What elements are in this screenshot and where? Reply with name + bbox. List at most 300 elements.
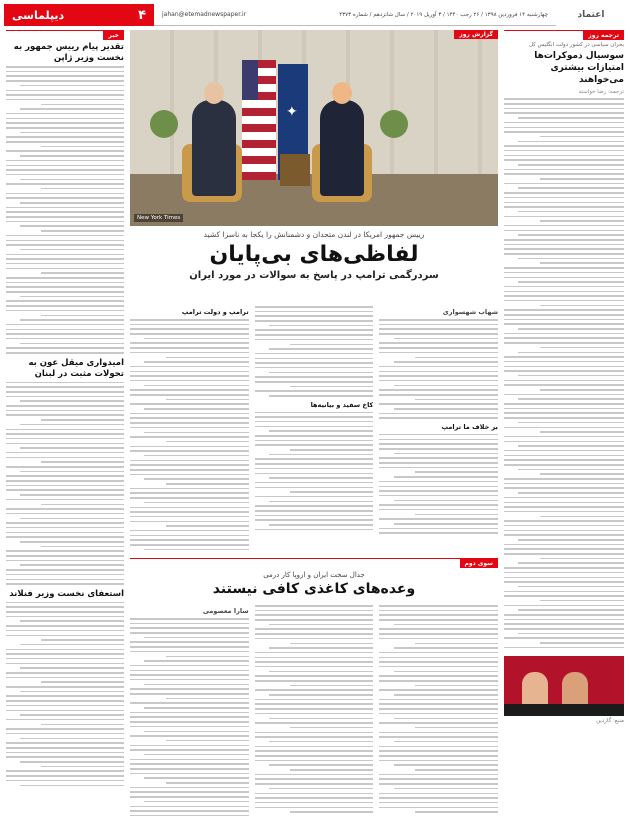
text-line — [504, 169, 624, 171]
text-line — [540, 473, 624, 475]
text-line — [130, 450, 249, 452]
text-line — [518, 586, 624, 588]
text-line — [379, 713, 498, 715]
text-line — [130, 333, 249, 335]
text-line — [255, 334, 374, 336]
text-line — [290, 449, 373, 451]
text-line — [130, 544, 249, 546]
text-line — [130, 488, 249, 490]
newspaper-logo — [556, 4, 626, 26]
text-line — [290, 344, 373, 346]
text-line — [130, 815, 249, 816]
second-body-col-2 — [255, 603, 374, 816]
text-line — [504, 216, 624, 218]
text-line — [379, 750, 498, 752]
text-line — [255, 713, 374, 715]
text-line — [504, 370, 624, 372]
text-line — [379, 481, 498, 483]
text-line — [255, 519, 374, 521]
text-line — [20, 714, 124, 716]
text-line — [379, 628, 498, 630]
text-line — [255, 797, 374, 799]
text-line — [504, 412, 624, 414]
text-line — [379, 518, 498, 520]
main-headline-block — [130, 230, 498, 281]
text-line — [6, 513, 124, 515]
text-line — [20, 132, 124, 134]
text-line — [379, 689, 498, 691]
text-line — [130, 721, 249, 723]
second-story-body — [130, 603, 498, 816]
text-line — [144, 549, 248, 551]
text-line — [504, 300, 624, 302]
text-line — [20, 738, 124, 740]
text-line — [6, 216, 124, 218]
text-line — [6, 414, 124, 416]
text-line — [255, 746, 374, 748]
right-body — [504, 98, 624, 648]
text-line — [6, 733, 124, 735]
main-byline: شهاب شهسواری — [442, 308, 498, 316]
text-line — [6, 677, 124, 679]
text-line — [255, 505, 374, 507]
text-line — [20, 225, 124, 227]
text-line — [518, 234, 624, 236]
text-line — [379, 722, 498, 724]
text-line — [379, 342, 498, 344]
text-line — [20, 179, 124, 181]
text-line — [255, 435, 374, 437]
text-line — [518, 375, 624, 377]
text-line — [394, 523, 498, 525]
text-line — [6, 752, 124, 754]
text-line — [130, 469, 249, 471]
right-photo — [504, 656, 624, 716]
right-photo-caption: منبع: گاردین — [596, 718, 624, 725]
text-line — [144, 731, 248, 733]
text-line — [415, 769, 498, 771]
text-line — [144, 801, 248, 803]
text-line — [20, 691, 124, 693]
text-line — [130, 389, 249, 391]
text-line — [255, 638, 374, 640]
text-line — [130, 380, 249, 382]
text-line — [269, 348, 373, 350]
text-line — [379, 605, 498, 607]
text-line — [255, 367, 374, 369]
text-line — [504, 506, 624, 508]
text-line — [41, 188, 124, 190]
text-line — [41, 315, 124, 317]
text-line — [518, 164, 624, 166]
text-line — [379, 736, 498, 738]
text-line — [540, 431, 624, 433]
text-line — [6, 536, 124, 538]
text-line — [504, 197, 624, 199]
text-line — [379, 328, 498, 330]
text-line — [166, 483, 249, 485]
main-subtitle: سردرگمی ترامپ در پاسخ به سوالات در مورد ایران — [189, 270, 439, 282]
text-line — [6, 550, 124, 552]
left-story-1 — [6, 42, 124, 354]
text-line — [6, 174, 124, 176]
text-line — [6, 489, 124, 491]
text-line — [255, 376, 374, 378]
text-line — [504, 150, 624, 152]
right-title: سوسیال دموکرات‌ها امتیازات بیشتری می‌خواهند — [534, 51, 624, 86]
text-line — [6, 141, 124, 143]
text-line — [379, 797, 498, 799]
left-story-1-title: تقدیر پیام رییس جمهور به نخست وزیر ژاپن — [13, 42, 124, 64]
plant-left — [150, 110, 178, 138]
text-line — [6, 183, 124, 185]
text-line — [269, 477, 373, 479]
text-line — [290, 769, 373, 771]
text-line — [379, 375, 498, 377]
second-title: وعده‌های کاغذی کافی نیستند — [212, 581, 416, 597]
text-line — [6, 555, 124, 557]
text-line — [504, 384, 624, 386]
text-line — [130, 324, 249, 326]
text-line — [255, 416, 374, 418]
text-line — [6, 508, 124, 510]
text-line — [379, 333, 498, 335]
text-line — [379, 703, 498, 705]
text-line — [41, 272, 124, 274]
text-line — [130, 759, 249, 761]
text-line — [379, 778, 498, 780]
text-line — [6, 635, 124, 637]
text-line — [290, 386, 373, 388]
text-line — [130, 352, 249, 354]
text-line — [518, 328, 624, 330]
text-line — [41, 724, 124, 726]
section-title: دیپلماسی — [12, 8, 65, 22]
text-line — [255, 529, 374, 531]
text-line — [415, 727, 498, 729]
text-line — [255, 778, 374, 780]
text-line — [518, 469, 624, 471]
text-line — [394, 788, 498, 790]
text-line — [504, 159, 624, 161]
left-story-2-title: امیدواری میقل عون به تحولات مثبت در لبنان — [28, 357, 124, 379]
text-line — [20, 471, 124, 473]
text-line — [379, 774, 498, 776]
text-line — [6, 756, 124, 758]
text-line — [6, 338, 124, 340]
text-line — [415, 685, 498, 687]
text-line — [130, 342, 249, 344]
text-line — [504, 577, 624, 579]
text-line — [130, 716, 249, 718]
text-line — [130, 773, 249, 775]
text-line — [130, 460, 249, 462]
text-line — [379, 746, 498, 748]
text-line — [518, 445, 624, 447]
text-line — [518, 398, 624, 400]
text-line — [379, 610, 498, 612]
text-line — [6, 443, 124, 445]
text-line — [379, 675, 498, 677]
text-line — [6, 193, 124, 195]
text-line — [130, 371, 249, 373]
hero-photo — [130, 30, 498, 226]
left-story-3-title: استعفای نخست وزیر فنلاند — [9, 588, 124, 599]
text-line — [144, 432, 248, 434]
text-line — [504, 628, 624, 630]
text-line — [504, 319, 624, 321]
text-line — [6, 606, 124, 608]
text-line — [379, 443, 498, 445]
text-line — [255, 675, 374, 677]
text-line — [504, 131, 624, 133]
right-kicker: بحران سیاسی در کشور دولت انگلیس کل — [529, 42, 624, 48]
text-line — [504, 361, 624, 363]
text-line — [6, 211, 124, 213]
text-line — [6, 329, 124, 331]
text-line — [394, 476, 498, 478]
left-tag: خبر — [103, 31, 124, 40]
text-line — [130, 507, 249, 509]
text-line — [130, 366, 249, 368]
text-line — [6, 480, 124, 482]
text-line — [6, 254, 124, 256]
text-line — [504, 309, 624, 311]
second-body-col-1 — [379, 603, 498, 816]
text-line — [130, 670, 249, 672]
text-line — [144, 684, 248, 686]
text-line — [130, 749, 249, 751]
text-line — [504, 455, 624, 457]
text-line — [6, 240, 124, 242]
text-line — [20, 494, 124, 496]
text-line — [130, 632, 249, 634]
text-line — [255, 463, 374, 465]
text-line — [20, 343, 124, 345]
text-line — [20, 319, 124, 321]
text-line — [379, 413, 498, 415]
text-line — [20, 644, 124, 646]
text-line — [504, 530, 624, 532]
text-line — [290, 685, 373, 687]
text-line — [540, 262, 624, 264]
text-line — [504, 623, 624, 625]
text-line — [130, 726, 249, 728]
text-line — [379, 532, 498, 534]
text-line — [166, 399, 249, 401]
text-line — [269, 647, 373, 649]
text-line — [504, 591, 624, 593]
masthead-info — [154, 4, 556, 26]
text-line — [504, 239, 624, 241]
text-line — [504, 459, 624, 461]
text-line — [504, 202, 624, 204]
us-flag — [242, 60, 276, 180]
photo-credit: New York Times — [134, 214, 183, 222]
text-line — [504, 98, 624, 100]
text-line — [6, 569, 124, 571]
text-line — [20, 518, 124, 520]
text-line — [130, 641, 249, 643]
text-line — [255, 362, 374, 364]
text-line — [504, 525, 624, 527]
text-line — [6, 686, 124, 688]
text-line — [20, 85, 124, 87]
text-line — [20, 564, 124, 566]
text-line — [518, 211, 624, 213]
text-line — [504, 483, 624, 485]
text-line — [130, 712, 249, 714]
text-line — [504, 548, 624, 550]
text-line — [6, 611, 124, 613]
text-line — [130, 535, 249, 537]
text-line — [394, 624, 498, 626]
text-line — [504, 553, 624, 555]
text-line — [6, 719, 124, 721]
text-line — [504, 267, 624, 269]
text-line — [269, 624, 373, 626]
text-line — [255, 390, 374, 392]
text-line — [255, 487, 374, 489]
text-line — [6, 127, 124, 129]
text-line — [130, 497, 249, 499]
text-line — [6, 300, 124, 302]
text-line — [518, 562, 624, 564]
text-line — [379, 807, 498, 809]
text-line — [144, 478, 248, 480]
text-line — [255, 699, 374, 701]
text-line — [504, 394, 624, 396]
text-line — [255, 412, 374, 414]
main-body-col-3 — [130, 304, 249, 554]
text-line — [255, 482, 374, 484]
text-line — [6, 160, 124, 162]
text-line — [6, 728, 124, 730]
text-line — [144, 707, 248, 709]
text-line — [166, 357, 249, 359]
main-body-col-1 — [379, 304, 498, 554]
text-line — [379, 490, 498, 492]
text-line — [6, 347, 124, 349]
text-line — [415, 643, 498, 645]
person-left — [192, 100, 236, 196]
text-line — [255, 703, 374, 705]
text-line — [6, 80, 124, 82]
text-line — [130, 763, 249, 765]
text-line — [6, 475, 124, 477]
text-line — [394, 385, 498, 387]
text-line — [504, 173, 624, 175]
text-line — [130, 319, 249, 321]
text-line — [6, 602, 124, 604]
text-line — [6, 653, 124, 655]
text-line — [504, 366, 624, 368]
text-line — [255, 633, 374, 635]
text-line — [255, 628, 374, 630]
email: jahan@etemadnewspaper.ir — [162, 11, 247, 18]
text-line — [379, 389, 498, 391]
text-line — [504, 637, 624, 639]
text-line — [540, 178, 624, 180]
text-line — [6, 625, 124, 627]
text-line — [6, 197, 124, 199]
text-line — [379, 755, 498, 757]
text-line — [6, 527, 124, 529]
text-line — [6, 457, 124, 459]
text-line — [255, 515, 374, 517]
text-line — [379, 366, 498, 368]
text-line — [394, 338, 498, 340]
text-line — [504, 155, 624, 157]
text-line — [20, 202, 124, 204]
text-line — [504, 248, 624, 250]
text-line — [379, 783, 498, 785]
text-line — [540, 136, 624, 138]
text-line — [504, 497, 624, 499]
text-line — [504, 122, 624, 124]
text-line — [6, 405, 124, 407]
text-line — [130, 474, 249, 476]
text-line — [255, 666, 374, 668]
text-line — [504, 487, 624, 489]
text-line — [6, 221, 124, 223]
text-line — [255, 311, 374, 313]
text-line — [130, 787, 249, 789]
text-line — [504, 403, 624, 405]
text-line — [130, 422, 249, 424]
text-line — [504, 441, 624, 443]
text-line — [255, 708, 374, 710]
main-supertitle: رییس جمهور امریکا در لندن متحدان و دشمنانش را یکجا به ناسزا کشید — [203, 230, 425, 239]
text-line — [394, 453, 498, 455]
text-line — [504, 581, 624, 583]
text-line — [415, 811, 498, 813]
second-headline-block — [130, 571, 498, 597]
text-line — [6, 663, 124, 665]
side-table — [280, 154, 310, 186]
text-line — [6, 583, 124, 585]
text-line — [6, 263, 124, 265]
text-line — [6, 780, 124, 782]
text-line — [6, 522, 124, 524]
text-line — [379, 657, 498, 659]
text-line — [504, 183, 624, 185]
text-line — [379, 417, 498, 419]
text-line — [415, 357, 498, 359]
text-line — [130, 791, 249, 793]
text-line — [41, 639, 124, 641]
right-tag: ترجمه روز — [583, 31, 624, 40]
text-line — [130, 810, 249, 812]
text-line — [144, 385, 248, 387]
text-line — [379, 371, 498, 373]
text-line — [269, 788, 373, 790]
text-line — [20, 155, 124, 157]
text-line — [166, 698, 249, 700]
text-line — [379, 633, 498, 635]
text-line — [255, 329, 374, 331]
second-body-col-3 — [130, 603, 249, 816]
text-line — [504, 225, 624, 227]
text-line — [6, 770, 124, 772]
text-line — [394, 694, 498, 696]
text-line — [255, 661, 374, 663]
text-line — [255, 755, 374, 757]
text-line — [255, 358, 374, 360]
text-line — [130, 651, 249, 653]
text-line — [255, 722, 374, 724]
text-line — [20, 424, 124, 426]
